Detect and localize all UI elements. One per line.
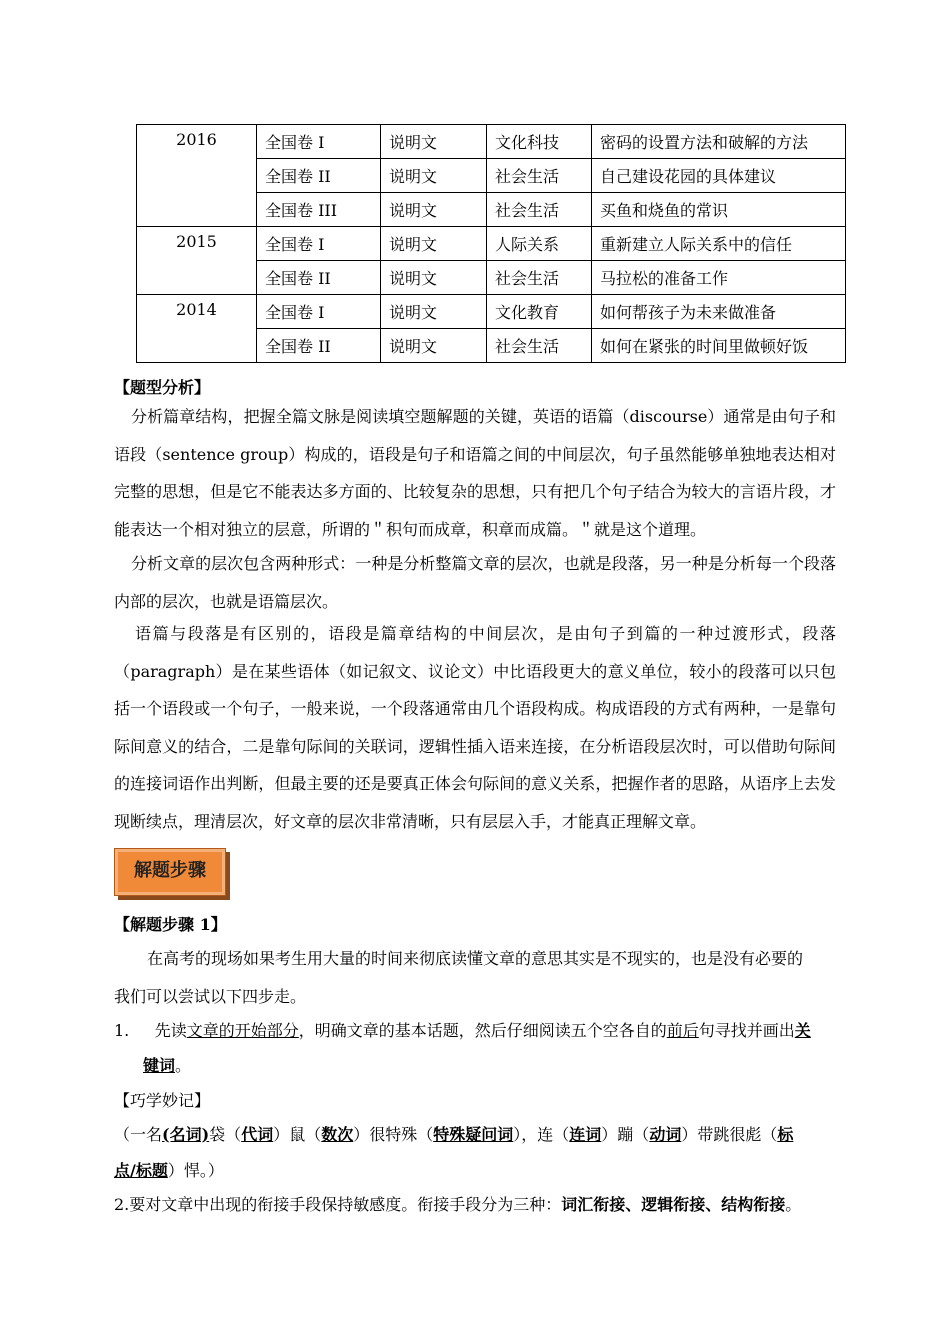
genre-cell: 说明文 bbox=[381, 329, 487, 363]
memo-keyword: 代词 bbox=[241, 1125, 274, 1144]
analysis-paragraph-2: 分析文章的层次包含两种形式：一种是分析整篇文章的层次，也就是段落，另一种是分析每一个段落内部的层次，也就是语篇层次。 bbox=[114, 554, 836, 611]
steps-banner-label: 解题步骤 bbox=[134, 860, 206, 881]
steps-heading: 【解题步骤 1】 bbox=[114, 915, 227, 934]
step-text: 句寻找并画出 bbox=[698, 1021, 795, 1040]
keyword-text: 键词 bbox=[143, 1056, 176, 1075]
steps-intro-line-1: 在高考的现场如果考生用大量的时间来彻底读懂文章的意思其实是不现实的，也是没有必要的 bbox=[147, 949, 804, 968]
topic-cell: 社会生活 bbox=[487, 193, 592, 227]
paper-cell: 全国卷 I bbox=[257, 125, 381, 159]
paper-cell: 全国卷 I bbox=[257, 227, 381, 261]
content-cell: 如何在紧张的时间里做顿好饭 bbox=[592, 329, 846, 363]
year-cell: 2016 bbox=[137, 125, 257, 227]
memo-keyword: (名词) bbox=[162, 1125, 210, 1144]
genre-cell: 说明文 bbox=[381, 227, 487, 261]
genre-cell: 说明文 bbox=[381, 159, 487, 193]
step-text: 2.要对文章中出现的衔接手段保持敏感度。衔接手段分为三种： bbox=[114, 1195, 562, 1214]
memo-keyword: 标 bbox=[777, 1125, 794, 1144]
genre-cell: 说明文 bbox=[381, 125, 487, 159]
content-cell: 买鱼和烧鱼的常识 bbox=[592, 193, 846, 227]
topic-cell: 社会生活 bbox=[487, 261, 592, 295]
table-row bbox=[137, 125, 846, 159]
memo-keyword: 特殊疑问词 bbox=[433, 1125, 514, 1144]
topic-cell: 社会生活 bbox=[487, 329, 592, 363]
underlined-text: 文章的开始部分 bbox=[186, 1021, 299, 1040]
topic-cell: 文化教育 bbox=[487, 295, 592, 329]
paper-cell: 全国卷 II bbox=[257, 261, 381, 295]
step-number: 1. bbox=[114, 1021, 130, 1040]
exam-table bbox=[136, 124, 846, 363]
memo-text: （一名 bbox=[114, 1125, 163, 1144]
analysis-paragraph-3: 语篇与段落是有区别的，语段是篇章结构的中间层次，是由句子到篇的一种过渡形式，段落（paragraph）是在某些语体（如记叙文、议论文）中比语段更大的意义单位，较小的段落可以只包括一个语段或一个句子，一般来说，一个段落通常由几个语段构成。构成语段的方式有两种，一是靠句际间意义的结合，二是靠句际间的关联词，逻辑性插入语来连接，在分析语段层次时，可以借助句际间的连接词语作出判断，但最主要的还是要真正体会句际间的意义关系，把握作者的思路，从语序上去发现断续点，理清层次，好文章的层次非常清晰，只有层层入手，才能真正理解文章。 bbox=[114, 624, 836, 831]
steps-intro-line-2: 我们可以尝试以下四步走。 bbox=[114, 987, 307, 1006]
paper-cell: 全国卷 I bbox=[257, 295, 381, 329]
year-cell: 2015 bbox=[137, 227, 257, 295]
memo-line-2 bbox=[114, 1158, 224, 1181]
memo-keyword: 点/标题 bbox=[114, 1161, 168, 1180]
step-item-1-cont bbox=[143, 1053, 191, 1076]
step-item-2 bbox=[114, 1192, 801, 1215]
analysis-heading: 【题型分析】 bbox=[114, 378, 211, 397]
memo-line-1 bbox=[114, 1122, 793, 1145]
genre-cell: 说明文 bbox=[381, 261, 487, 295]
genre-cell: 说明文 bbox=[381, 193, 487, 227]
memo-text: ），连（ bbox=[513, 1125, 570, 1144]
step-item-1 bbox=[114, 1018, 811, 1041]
memo-text: ）悍。） bbox=[167, 1161, 224, 1180]
topic-cell: 人际关系 bbox=[487, 227, 592, 261]
underlined-text: 前后 bbox=[666, 1021, 699, 1040]
memo-text: ）蹦（ bbox=[601, 1125, 650, 1144]
keyword-text: 词汇衔接、逻辑衔接、结构衔接 bbox=[561, 1195, 786, 1214]
content-cell: 重新建立人际关系中的信任 bbox=[592, 227, 846, 261]
memo-text: ）很特殊（ bbox=[353, 1125, 434, 1144]
memo-text: ）带跳很彪（ bbox=[681, 1125, 778, 1144]
step-text: 。 bbox=[175, 1056, 192, 1075]
content-cell: 密码的设置方法和破解的方法 bbox=[592, 125, 846, 159]
topic-cell: 社会生活 bbox=[487, 159, 592, 193]
year-cell: 2014 bbox=[137, 295, 257, 363]
table-row bbox=[137, 295, 846, 329]
memo-text: 袋（ bbox=[209, 1125, 242, 1144]
table-row bbox=[137, 227, 846, 261]
topic-cell: 文化科技 bbox=[487, 125, 592, 159]
steps-banner bbox=[114, 848, 226, 896]
memo-keyword: 动词 bbox=[649, 1125, 682, 1144]
paper-cell: 全国卷 II bbox=[257, 159, 381, 193]
memo-heading: 【巧学妙记】 bbox=[114, 1091, 211, 1110]
keyword-text: 关 bbox=[794, 1021, 811, 1040]
genre-cell: 说明文 bbox=[381, 295, 487, 329]
memo-keyword: 数次 bbox=[321, 1125, 354, 1144]
paper-cell: 全国卷 III bbox=[257, 193, 381, 227]
step-text: ，明确文章的基本话题，然后仔细阅读五个空各自的 bbox=[298, 1021, 667, 1040]
paper-cell: 全国卷 II bbox=[257, 329, 381, 363]
content-cell: 自己建设花园的具体建议 bbox=[592, 159, 846, 193]
analysis-paragraph-1: 分析篇章结构，把握全篇文脉是阅读填空题解题的关键，英语的语篇（discourse）通常是由句子和语段（sentence group）构成的，语段是句子和语篇之间的中间层次，句子虽然能够单独地表达相对完整的思想，但是它不能表达多方面的、比较复杂的思想，只有把几个句子结合为较大的言语片段，才能表达一个相对独立的层意，所谓的＂积句而成章，积章而成篇。＂就是这个道理。 bbox=[114, 407, 836, 539]
memo-text: ）鼠（ bbox=[273, 1125, 322, 1144]
step-text: 。 bbox=[785, 1195, 802, 1214]
content-cell: 如何帮孩子为未来做准备 bbox=[592, 295, 846, 329]
content-cell: 马拉松的准备工作 bbox=[592, 261, 846, 295]
memo-keyword: 连词 bbox=[569, 1125, 602, 1144]
step-text: 先读 bbox=[154, 1021, 187, 1040]
